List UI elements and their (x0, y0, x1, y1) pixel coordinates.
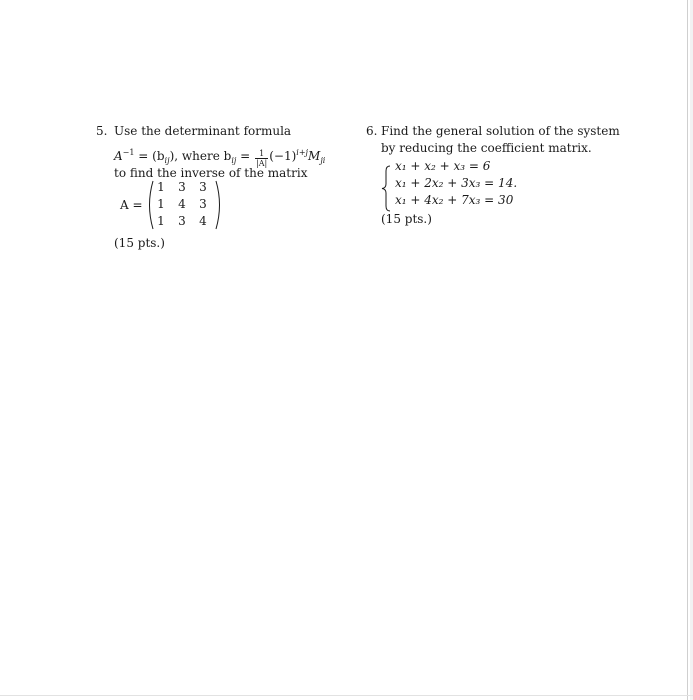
formula-eq-2: = (236, 149, 255, 163)
fraction-denominator: |A| (256, 159, 268, 168)
matrix-cell: 3 (199, 180, 207, 194)
equation-1 (395, 159, 490, 173)
equation-2-text: x₁ + 2x₂ + 3x₃ = 14. (395, 176, 518, 190)
matrix-cell: 1 (157, 214, 165, 228)
matrix-cell: 1 (157, 197, 165, 211)
equation-2 (395, 176, 517, 190)
matrix-left-paren (145, 180, 154, 230)
page-edge-right (687, 0, 688, 700)
problem-6-number: 6. (366, 124, 378, 138)
matrix-cell: 1 (157, 180, 165, 194)
problem-5-intro: Use the determinant formula (114, 124, 292, 138)
formula-sign: (−1) (269, 149, 297, 163)
formula-exponent: i+j (296, 148, 309, 157)
formula-ij-2: ij (231, 156, 237, 165)
matrix-right-paren (215, 180, 224, 230)
formula-eq: = (b (134, 149, 165, 163)
problem-6-line1: Find the general solution of the system (381, 124, 620, 138)
matrix-label: A = (120, 198, 143, 212)
page-edge-bottom (0, 695, 693, 696)
problem-6-line2: by reducing the coefficient matrix. (381, 141, 592, 155)
problem-5-number: 5. (96, 124, 108, 138)
formula-ij: ij (164, 156, 170, 165)
matrix-cell: 3 (199, 197, 207, 211)
matrix-row-1 (154, 180, 210, 194)
formula-minor: M (308, 149, 321, 163)
matrix-cell: 3 (178, 214, 186, 228)
formula-inverse: −1 (122, 148, 135, 157)
matrix-row-2 (154, 197, 210, 211)
equation-1-text: x₁ + x₂ + x₃ = 6 (395, 159, 491, 173)
system-brace (381, 165, 391, 212)
matrix-cell: 3 (178, 180, 186, 194)
matrix-cell: 4 (199, 214, 207, 228)
formula-a: A (114, 149, 123, 163)
matrix-row-3 (154, 214, 210, 228)
matrix-cell: 4 (178, 197, 186, 211)
problem-5-line3: to find the inverse of the matrix (114, 166, 308, 180)
problem-6-points: (15 pts.) (381, 212, 432, 226)
formula-where: ), where b (169, 149, 232, 163)
equation-3 (395, 193, 513, 207)
formula-ji: ji (320, 156, 326, 165)
problem-5-points: (15 pts.) (114, 236, 165, 250)
equation-3-text: x₁ + 4x₂ + 7x₃ = 30 (395, 193, 514, 207)
fraction-numerator: 1 (255, 149, 268, 159)
